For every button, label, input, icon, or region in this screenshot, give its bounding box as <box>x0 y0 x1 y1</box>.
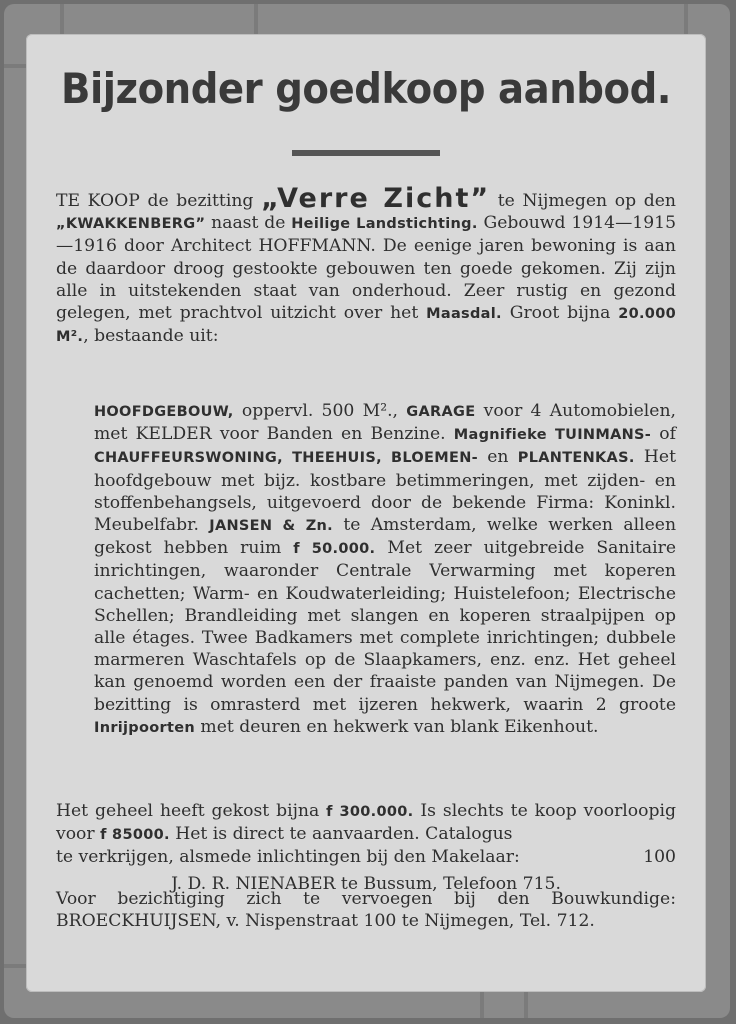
ad-code: 100 <box>643 847 676 868</box>
text: of <box>651 424 676 445</box>
text: te Nijmegen op den <box>490 191 676 211</box>
feature-keyword: CHAUFFEURSWONING, THEEHUIS, BLOEMEN- <box>94 450 478 467</box>
frame-segment <box>684 4 688 34</box>
frame-segment <box>4 964 26 968</box>
advertisement <box>26 34 706 992</box>
viewing-paragraph <box>56 888 676 932</box>
text: Het hoofdgebouw met bijz. kostbare betimmeringen, met zijden- en stoffenbehangsels, uitgevoerd door de bekende Firma: Koninkl. Meubelfabr. <box>94 447 676 536</box>
landmark-name: Heilige Landstichting. <box>291 216 478 233</box>
firm-name: JANSEN & Zn. <box>209 518 333 535</box>
text: met deuren en hekwerk van blank Eikenhout. <box>194 716 599 737</box>
intro-paragraph <box>56 183 677 348</box>
text: TE KOOP de bezitting <box>56 191 262 211</box>
feature-keyword: Magnifieke TUINMANS- <box>453 427 652 444</box>
viewing-text: Voor bezichtiging zich te vervoegen bij den Bouwkundige: BROECKHUIJSEN, v. Nispenstraat 100 te Nijmegen, Tel. 712. <box>56 889 676 932</box>
frame-segment <box>4 64 26 68</box>
feature-keyword: PLANTENKAS. <box>517 450 635 467</box>
text: te Amsterdam, welke werken alleen gekost hebben ruim <box>94 515 677 559</box>
headline: Bijzonder goedkoop aanbod. <box>60 64 672 113</box>
frame-segment <box>60 4 64 34</box>
text: naast de <box>205 213 292 234</box>
text: Is slechts te koop voorloopig voor <box>56 801 676 845</box>
text: voor 4 Automobielen, met KELDER voor Banden en Benzine. <box>94 401 676 445</box>
text: Met zeer uitgebreide Sanitaire inrichtingen, waaronder Centrale Verwarming met koperen cachetten; Warm- en Koudwaterleiding; Huistelefoon; Electrische Schellen; Brandleiding met slangen en koperen straalpijpen op alle étages. Twee Badkamers met complete inrichtingen; dubbele marmeren Waschtafels op de Slaapkamers, enz. enz. Het geheel kan genoemd worden een der fraaiste panden van Nijmegen. De bezitting is omrasterd met ijzeren hekwerk, waarin 2 groote <box>94 538 677 715</box>
feature-keyword: Inrijpoorten <box>94 719 195 736</box>
agent-line: J. D. R. NIENABER te Bussum, Telefoon 715. <box>171 873 561 894</box>
property-name: „Verre Zicht” <box>261 183 491 214</box>
text: oppervl. 500 M²., <box>233 401 407 421</box>
price-amount: f 50.000. <box>293 541 376 558</box>
text: Groot bijna <box>501 303 619 324</box>
frame-segment <box>254 4 258 34</box>
location-name: „KWAKKENBERG” <box>56 216 206 233</box>
area-size: 20.000 M². <box>56 306 676 346</box>
features-paragraph <box>94 400 676 739</box>
catalogue-line: te verkrijgen, alsmede inlichtingen bij den Makelaar: <box>56 847 520 868</box>
price-paragraph <box>56 800 676 895</box>
total-cost: f 300.000. <box>326 804 414 820</box>
valley-name: Maasdal. <box>426 306 502 323</box>
text: , bestaande uit: <box>83 326 219 347</box>
feature-keyword: HOOFDGEBOUW, <box>94 404 234 420</box>
divider-rule <box>292 150 440 156</box>
frame-segment <box>480 992 484 1018</box>
asking-price: f 85000. <box>100 827 170 844</box>
text: Het geheel heeft gekost bijna <box>56 801 327 821</box>
text: en <box>477 447 518 468</box>
text: Gebouwd 1914—1915—1916 door Architect HOFFMANN. De eenige jaren bewoning is aan de daardoor droog gestookte gebouwen ten goede gekomen. Zij zijn alle in uitstekenden staat van onderhoud. Zeer rustig en gezond gelegen, met prachtvol uitzicht over het <box>56 213 677 324</box>
text: Het is direct te aanvaarden. Catalogus <box>169 824 513 845</box>
frame-segment <box>524 992 528 1018</box>
feature-keyword: GARAGE <box>406 404 476 420</box>
